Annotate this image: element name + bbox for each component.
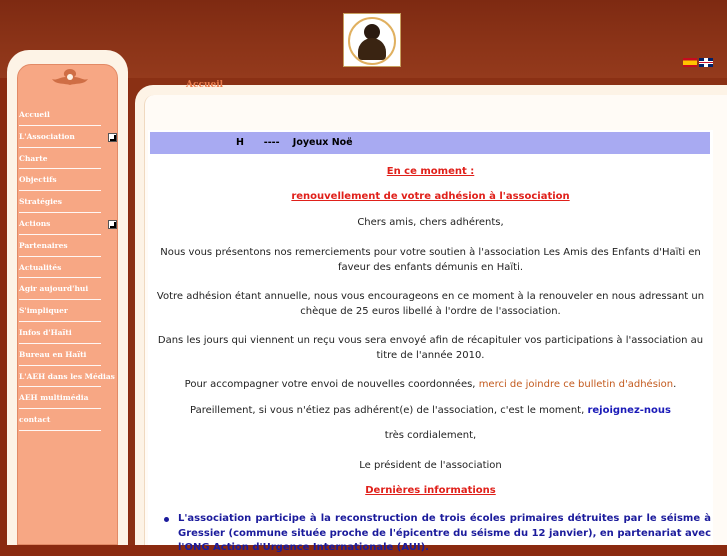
news-ticker xyxy=(150,132,710,154)
sidebar-item-label: S'impliquer xyxy=(19,306,68,316)
en-ce-moment-heading[interactable] xyxy=(148,165,713,180)
sidebar-item-label: Actions xyxy=(19,218,51,228)
sidebar-item-l-association[interactable] xyxy=(17,126,117,148)
menu-divider xyxy=(19,430,101,431)
sidebar-item-label: Actualités xyxy=(19,262,62,272)
sidebar-item-bureau-en-haiti[interactable] xyxy=(17,344,117,366)
news-title-row[interactable] xyxy=(148,484,713,499)
closing: très cordialement, xyxy=(384,430,477,441)
breadcrumb[interactable]: Accueil xyxy=(186,80,224,90)
sidebar-item-strategies[interactable] xyxy=(17,191,117,213)
sidebar-menu xyxy=(17,104,117,431)
ornament-icon xyxy=(50,67,90,87)
sidebar-item-agir-aujourd-hui[interactable] xyxy=(17,278,117,300)
sidebar-item-label: Infos d'Haïti xyxy=(19,327,72,337)
sidebar-item-partenaires[interactable] xyxy=(17,235,117,257)
sidebar-item-label: Stratégies xyxy=(19,197,63,207)
bulletin-link[interactable]: merci de joindre ce bulletin d'adhésion xyxy=(478,379,674,390)
ticker-text: H ---- Joyeux Noë xyxy=(236,137,353,148)
sidebar-item-label: Accueil xyxy=(19,110,50,119)
sidebar-item-s-impliquer[interactable] xyxy=(17,300,117,322)
renouvellement-link[interactable]: renouvellement de votre adhésion à l'association xyxy=(291,191,570,202)
paragraph-coordinates xyxy=(148,378,713,393)
sidebar-item-accueil[interactable] xyxy=(17,104,117,126)
sidebar-item-label: L'AEH dans les Médias xyxy=(19,371,115,381)
flag-uk-icon[interactable] xyxy=(699,58,713,67)
sidebar-item-label: contact xyxy=(19,415,51,425)
sidebar-item-infos-d-haiti[interactable] xyxy=(17,322,117,344)
rejoignez-nous-link[interactable]: rejoignez-nous xyxy=(587,405,671,416)
sidebar-item-label: Partenaires xyxy=(19,240,68,250)
paragraph-renewal: Votre adhésion étant annuelle, nous vous encourageons en ce moment à la renouveler en nous adressant un chèque de 25 euros libellé à l'ordre de l'association. xyxy=(156,291,705,317)
sidebar-item-label: L'Association xyxy=(19,131,75,141)
renouvellement-heading[interactable] xyxy=(148,190,713,205)
sidebar-item-objectifs[interactable] xyxy=(17,169,117,191)
paragraph-join xyxy=(148,404,713,419)
sidebar-item-actualites[interactable] xyxy=(17,257,117,279)
sidebar-item-label: Agir aujourd'hui xyxy=(19,284,89,294)
logo-figure-body xyxy=(358,38,386,60)
sidebar-item-label: Bureau en Haïti xyxy=(19,349,87,359)
sidebar-item-label: AEH multimédia xyxy=(19,393,89,403)
coordinates-end: . xyxy=(673,379,677,390)
coordinates-text: Pour accompagner votre envoi de nouvelles coordonnées, xyxy=(184,379,476,390)
sidebar-item-actions[interactable] xyxy=(17,213,117,235)
sidebar-item-label: Charte xyxy=(19,153,48,163)
salutation: Chers amis, chers adhérents, xyxy=(357,217,504,228)
submenu-arrow-icon[interactable] xyxy=(108,220,117,229)
main-content xyxy=(148,130,713,553)
flag-es-icon[interactable] xyxy=(683,58,697,67)
logo[interactable] xyxy=(343,13,401,67)
paragraph-thanks: Nous vous présentons nos remerciements pour votre soutien à l'association Les Amis des Enfants d'Haïti en faveur des enfants démunis en Haïti. xyxy=(160,247,701,273)
news-title-link[interactable]: Dernières informations xyxy=(365,485,496,496)
sidebar-item-l-aeh-dans-les-medias[interactable] xyxy=(17,366,117,388)
signature: Le président de l'association xyxy=(359,460,502,471)
sidebar-item-aeh-multimedia[interactable] xyxy=(17,387,117,409)
en-ce-moment-link[interactable]: En ce moment : xyxy=(386,166,475,177)
join-text: Pareillement, si vous n'étiez pas adhérent(e) de l'association, c'est le moment, xyxy=(190,405,585,416)
sidebar-item-contact[interactable] xyxy=(17,409,117,431)
paragraph-receipt: Dans les jours qui viennent un reçu vous sera envoyé afin de récapituler vos participations à l'association au titre de l'année 2010. xyxy=(157,335,704,361)
news-list-item xyxy=(164,512,711,556)
sidebar-item-charte[interactable] xyxy=(17,148,117,170)
news-item-text: L'association participe à la reconstruction de trois écoles primaires détruites par le séisme à Gressier (commune située proche de l'épicentre du séisme du 12 janvier), en partenariat avec l'ONG Action d'Urgence Internationale (AUI). xyxy=(178,513,711,553)
submenu-arrow-icon[interactable] xyxy=(108,133,117,142)
sidebar-item-label: Objectifs xyxy=(19,175,57,185)
bullet-icon xyxy=(164,517,169,522)
